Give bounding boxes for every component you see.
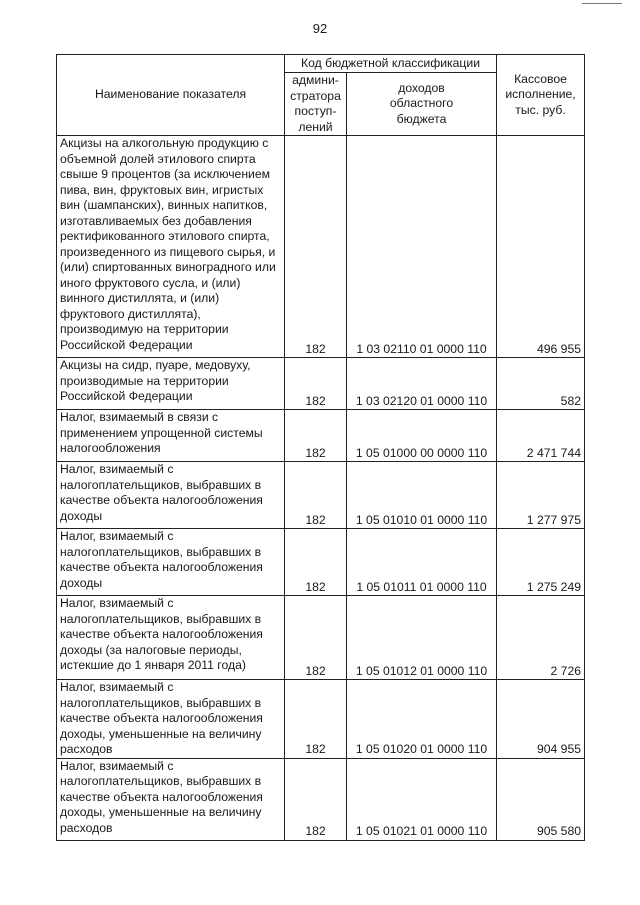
table-row <box>57 136 585 358</box>
row-admin-code: 182 <box>285 758 347 840</box>
row-name: Налог, взимаемый с налогоплательщиков, выбравших в качестве объекта налогообложения доходы <box>57 462 285 529</box>
row-income-code: 1 05 01000 00 0000 110 <box>347 410 497 462</box>
budget-table <box>56 54 585 841</box>
row-amount: 905 580 <box>497 758 585 840</box>
row-income-code: 1 05 01011 01 0000 110 <box>347 529 497 596</box>
row-name: Налог, взимаемый с налогоплательщиков, выбравших в качестве объекта налогообложения доходы, уменьшенные на величину расходов <box>57 680 285 759</box>
row-income-code: 1 05 01020 01 0000 110 <box>347 680 497 759</box>
header-code-group-label: Код бюджетной классификации <box>300 55 481 70</box>
row-name: Налог, взимаемый в связи с применением упрощенной системы налогообложения <box>57 410 285 462</box>
table-row <box>57 462 585 529</box>
row-amount: 2 726 <box>497 596 585 680</box>
row-amount: 582 <box>497 358 585 410</box>
table-row <box>57 358 585 410</box>
row-admin-code: 182 <box>285 680 347 759</box>
table-header <box>57 55 585 136</box>
header-amount <box>497 55 585 136</box>
table-row <box>57 596 585 680</box>
table-row <box>57 758 585 840</box>
row-amount: 1 275 249 <box>497 529 585 596</box>
row-amount: 2 471 744 <box>497 410 585 462</box>
row-admin-code: 182 <box>285 529 347 596</box>
row-name: Налог, взимаемый с налогоплательщиков, выбравших в качестве объекта налогообложения доходы <box>57 529 285 596</box>
row-amount: 904 955 <box>497 680 585 759</box>
row-income-code: 1 05 01010 01 0000 110 <box>347 462 497 529</box>
row-admin-code: 182 <box>285 358 347 410</box>
row-amount: 1 277 975 <box>497 462 585 529</box>
header-name <box>57 55 285 136</box>
row-admin-code: 182 <box>285 462 347 529</box>
header-code-group <box>285 55 497 73</box>
header-admin <box>285 73 347 136</box>
row-name: Акцизы на алкогольную продукцию с объемной долей этилового спирта свыше 9 процентов (за исключением пива, вин, фруктовых вин, игристых вин (шампанских), винных напитков, изготавливаемых без добавления ректификованного этилового спирта, произведенного из пищевого сырья, и (или) спиртованных виноградного или иного фруктового сусла, и (или) винного дистиллята, и (или) фруктового дистиллята), производимую на территории Российской Федерации <box>57 136 285 358</box>
row-name: Налог, взимаемый с налогоплательщиков, выбравших в качестве объекта налогообложения доходы, уменьшенные на величину расходов <box>57 758 285 840</box>
page-number: 92 <box>312 21 328 36</box>
row-income-code: 1 05 01021 01 0000 110 <box>347 758 497 840</box>
row-name: Налог, взимаемый с налогоплательщиков, выбравших в качестве объекта налогообложения доходы (за налоговые периоды, истекшие до 1 января 2011 года) <box>57 596 285 680</box>
table-row <box>57 529 585 596</box>
row-admin-code: 182 <box>285 136 347 358</box>
header-amount-label: Кассовое исполнение, тыс. руб. <box>505 71 576 117</box>
row-income-code: 1 03 02120 01 0000 110 <box>347 358 497 410</box>
row-income-code: 1 03 02110 01 0000 110 <box>347 136 497 358</box>
table-row <box>57 680 585 759</box>
row-amount: 496 955 <box>497 136 585 358</box>
row-admin-code: 182 <box>285 410 347 462</box>
header-income <box>347 73 497 136</box>
header-income-label: доходов областного бюджета <box>389 80 454 126</box>
header-admin-label: админи- стратора поступ- лений <box>290 73 341 134</box>
header-name-label: Наименование показателя <box>94 87 247 102</box>
row-name: Акцизы на сидр, пуаре, медовуху, производимые на территории Российской Федерации <box>57 358 285 410</box>
corner-mark <box>582 3 622 4</box>
row-admin-code: 182 <box>285 596 347 680</box>
row-income-code: 1 05 01012 01 0000 110 <box>347 596 497 680</box>
table-row <box>57 410 585 462</box>
